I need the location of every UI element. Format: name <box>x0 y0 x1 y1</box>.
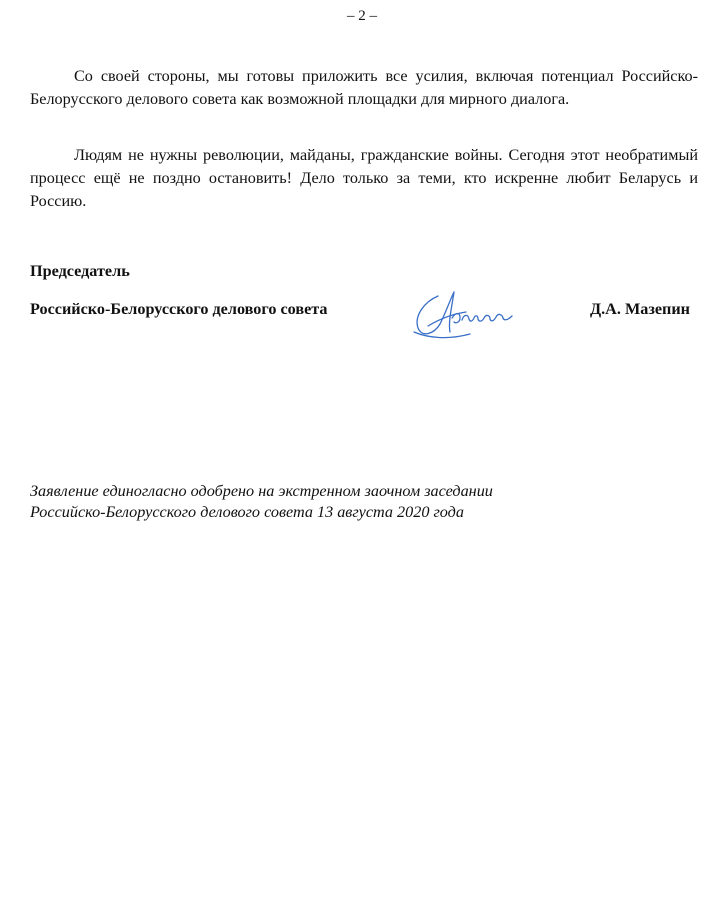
signer-organization: Российско-Белорусского делового совета <box>30 300 328 318</box>
approval-note <box>30 481 698 523</box>
page-number: – 2 – <box>347 8 377 24</box>
paragraph-support: Со своей стороны, мы готовы приложить все усилия, включая потенциал Российско-Белорусского делового совета как возможной площадки для мирного диалога. <box>30 67 698 108</box>
paragraph-revolutions: Людям не нужны революции, майданы, гражданские войны. Сегодня этот необратимый процесс ещё не поздно остановить! Дело только за теми, кто искренне любит Беларусь и Россию. <box>30 146 698 210</box>
approval-note-line: Заявление единогласно одобрено на экстренном заочном заседании <box>30 482 493 500</box>
handwritten-signature <box>408 282 528 348</box>
signer-name: Д.А. Мазепин <box>589 300 690 318</box>
approval-note-line: Российско-Белорусского делового совета 13 августа 2020 года <box>30 503 464 521</box>
signer-position: Председатель <box>30 262 130 280</box>
